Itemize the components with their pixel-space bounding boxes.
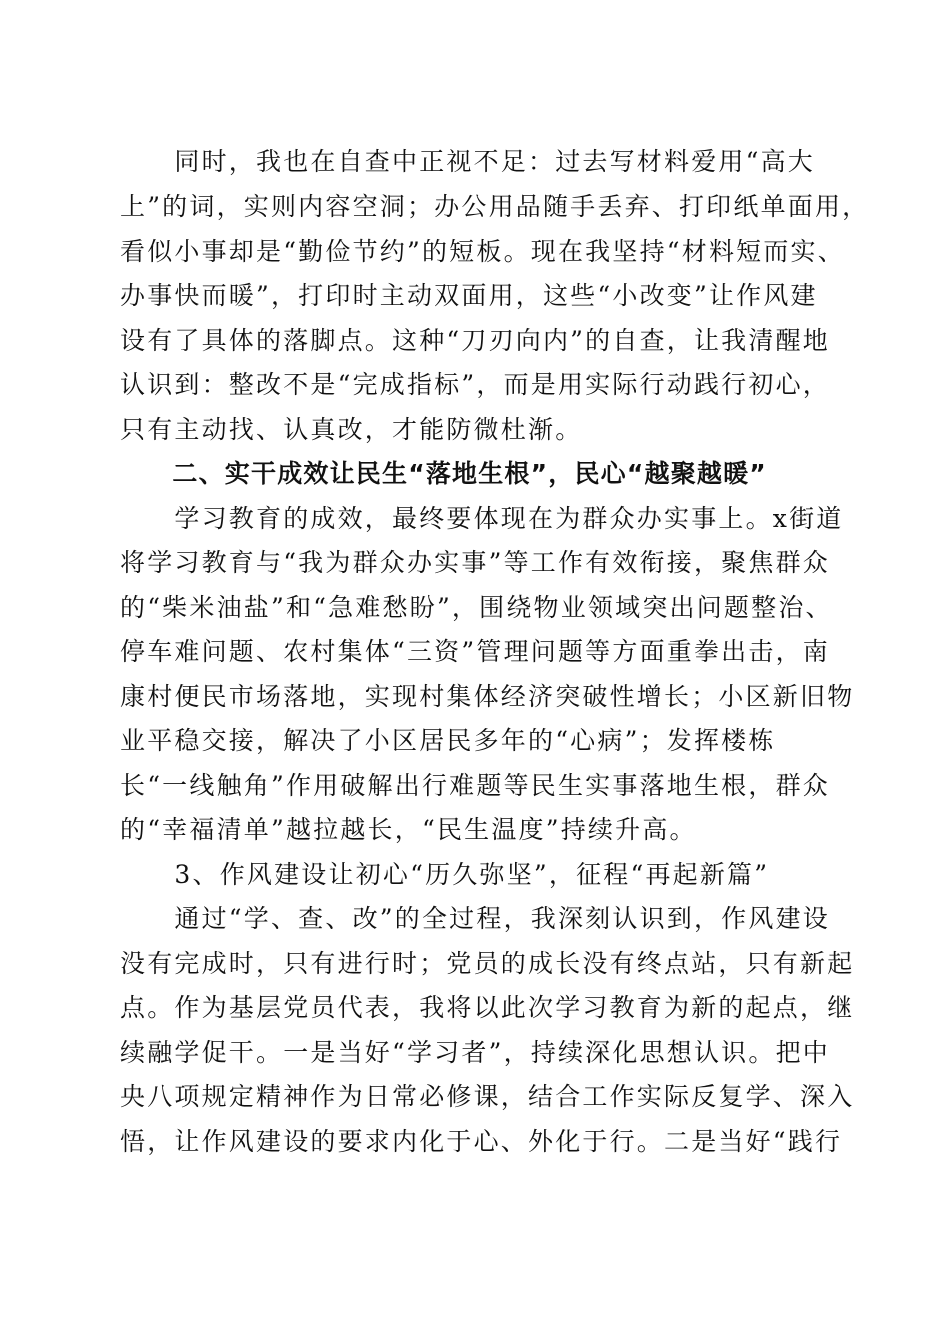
para-results-line-3: 的“柴米油盐”和“急难愁盼”，围绕物业领域突出问题整治、 bbox=[120, 593, 833, 622]
para-results-line-1: 学习教育的成效，最终要体现在为群众办实事上。x街道 bbox=[120, 504, 844, 533]
section-heading-3: 3、作风建设让初心“历久弥坚”，征程“再起新篇” bbox=[120, 860, 770, 889]
para-results-line-2: 将学习教育与“我为群众办实事”等工作有效衔接，聚焦群众 bbox=[120, 548, 830, 577]
para-results-line-5: 康村便民市场落地，实现村集体经济突破性增长；小区新旧物 bbox=[120, 682, 855, 711]
para-self-check-line-7: 只有主动找、认真改，才能防微杜渐。 bbox=[120, 415, 583, 444]
para-conduct-line-6: 悟，让作风建设的要求内化于心、外化于行。二是当好“践行 bbox=[120, 1127, 843, 1156]
para-conduct-line-2: 没有完成时，只有进行时；党员的成长没有终点站，只有新起 bbox=[120, 949, 855, 978]
para-results-line-6: 业平稳交接，解决了小区居民多年的“心病”；发挥楼栋 bbox=[120, 726, 776, 755]
para-self-check-line-2: 上”的词，实则内容空洞；办公用品随手丢弃、打印纸单面用， bbox=[120, 192, 870, 221]
para-conduct-line-4: 续融学促干。一是当好“学习者”，持续深化思想认识。把中 bbox=[120, 1038, 830, 1067]
para-self-check-line-1: 同时，我也在自查中正视不足：过去写材料爱用“高大 bbox=[120, 147, 815, 176]
para-conduct-line-1: 通过“学、查、改”的全过程，我深刻认识到，作风建设 bbox=[120, 904, 830, 933]
para-self-check-line-3: 看似小事却是“勤俭节约”的短板。现在我坚持“材料短而实、 bbox=[120, 237, 845, 266]
para-self-check-line-5: 设有了具体的落脚点。这种“刀刃向内”的自查，让我清醒地 bbox=[120, 326, 830, 355]
para-conduct-line-3: 点。作为基层党员代表，我将以此次学习教育为新的起点，继 bbox=[120, 993, 855, 1022]
para-results-line-8: 的“幸福清单”越拉越长，“民生温度”持续升高。 bbox=[120, 815, 697, 844]
para-self-check-line-4: 办事快而暖”，打印时主动双面用，这些“小改变”让作风建 bbox=[120, 281, 818, 310]
para-results-line-4: 停车难问题、农村集体“三资”管理问题等方面重拳出击，南 bbox=[120, 637, 830, 666]
para-self-check-line-6: 认识到：整改不是“完成指标”，而是用实际行动践行初心， bbox=[120, 370, 830, 399]
para-conduct-line-5: 央八项规定精神作为日常必修课，结合工作实际反复学、深入 bbox=[120, 1082, 855, 1111]
para-results-line-7: 长“一线触角”作用破解出行难题等民生实事落地生根，群众 bbox=[120, 771, 830, 800]
section-heading-2: 二、实干成效让民生“落地生根”，民心“越聚越暖” bbox=[120, 459, 767, 488]
